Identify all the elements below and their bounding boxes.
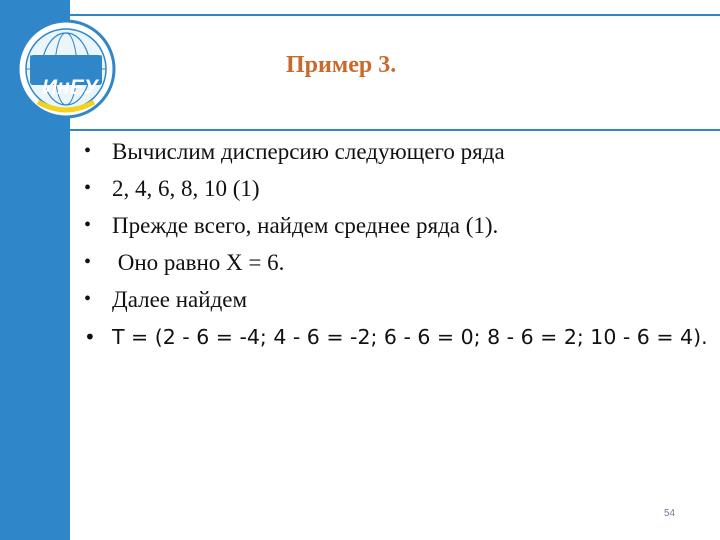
list-item xyxy=(84,244,709,281)
list-item xyxy=(84,133,709,170)
slide-title: Пример 3. xyxy=(286,52,397,78)
bullet-icon: • xyxy=(84,325,96,349)
list-item-text: 2, 4, 6, 8, 10 (1) xyxy=(112,176,260,201)
bullet-icon: • xyxy=(84,288,92,310)
bullet-list xyxy=(84,133,709,356)
list-item-text: T = (2 - 6 = -4; 4 - 6 = -2; 6 - 6 = 0; 8 - 6 = 2; 10 - 6 = 4). xyxy=(112,325,708,349)
list-item-text: Вычислим дисперсию следующего ряда xyxy=(112,139,505,164)
top-divider xyxy=(70,14,720,16)
bullet-icon: • xyxy=(84,140,92,162)
page-number: 54 xyxy=(664,508,676,519)
list-item-text: Прежде всего, найдем среднее ряда (1). xyxy=(112,213,499,238)
list-item xyxy=(84,281,709,318)
bullet-icon: • xyxy=(84,251,92,273)
list-item xyxy=(84,319,709,356)
list-item-text: Далее найдем xyxy=(112,287,248,312)
list-item-text: Оно равно X = 6. xyxy=(112,250,285,275)
logo-wordmark: ИнЕУ xyxy=(41,76,99,99)
header-divider xyxy=(70,129,720,131)
bullet-icon: • xyxy=(84,214,92,236)
list-item xyxy=(84,170,709,207)
bullet-icon: • xyxy=(84,177,92,199)
list-item xyxy=(84,207,709,244)
globe-emblem-icon xyxy=(8,18,124,120)
university-logo xyxy=(8,18,124,120)
